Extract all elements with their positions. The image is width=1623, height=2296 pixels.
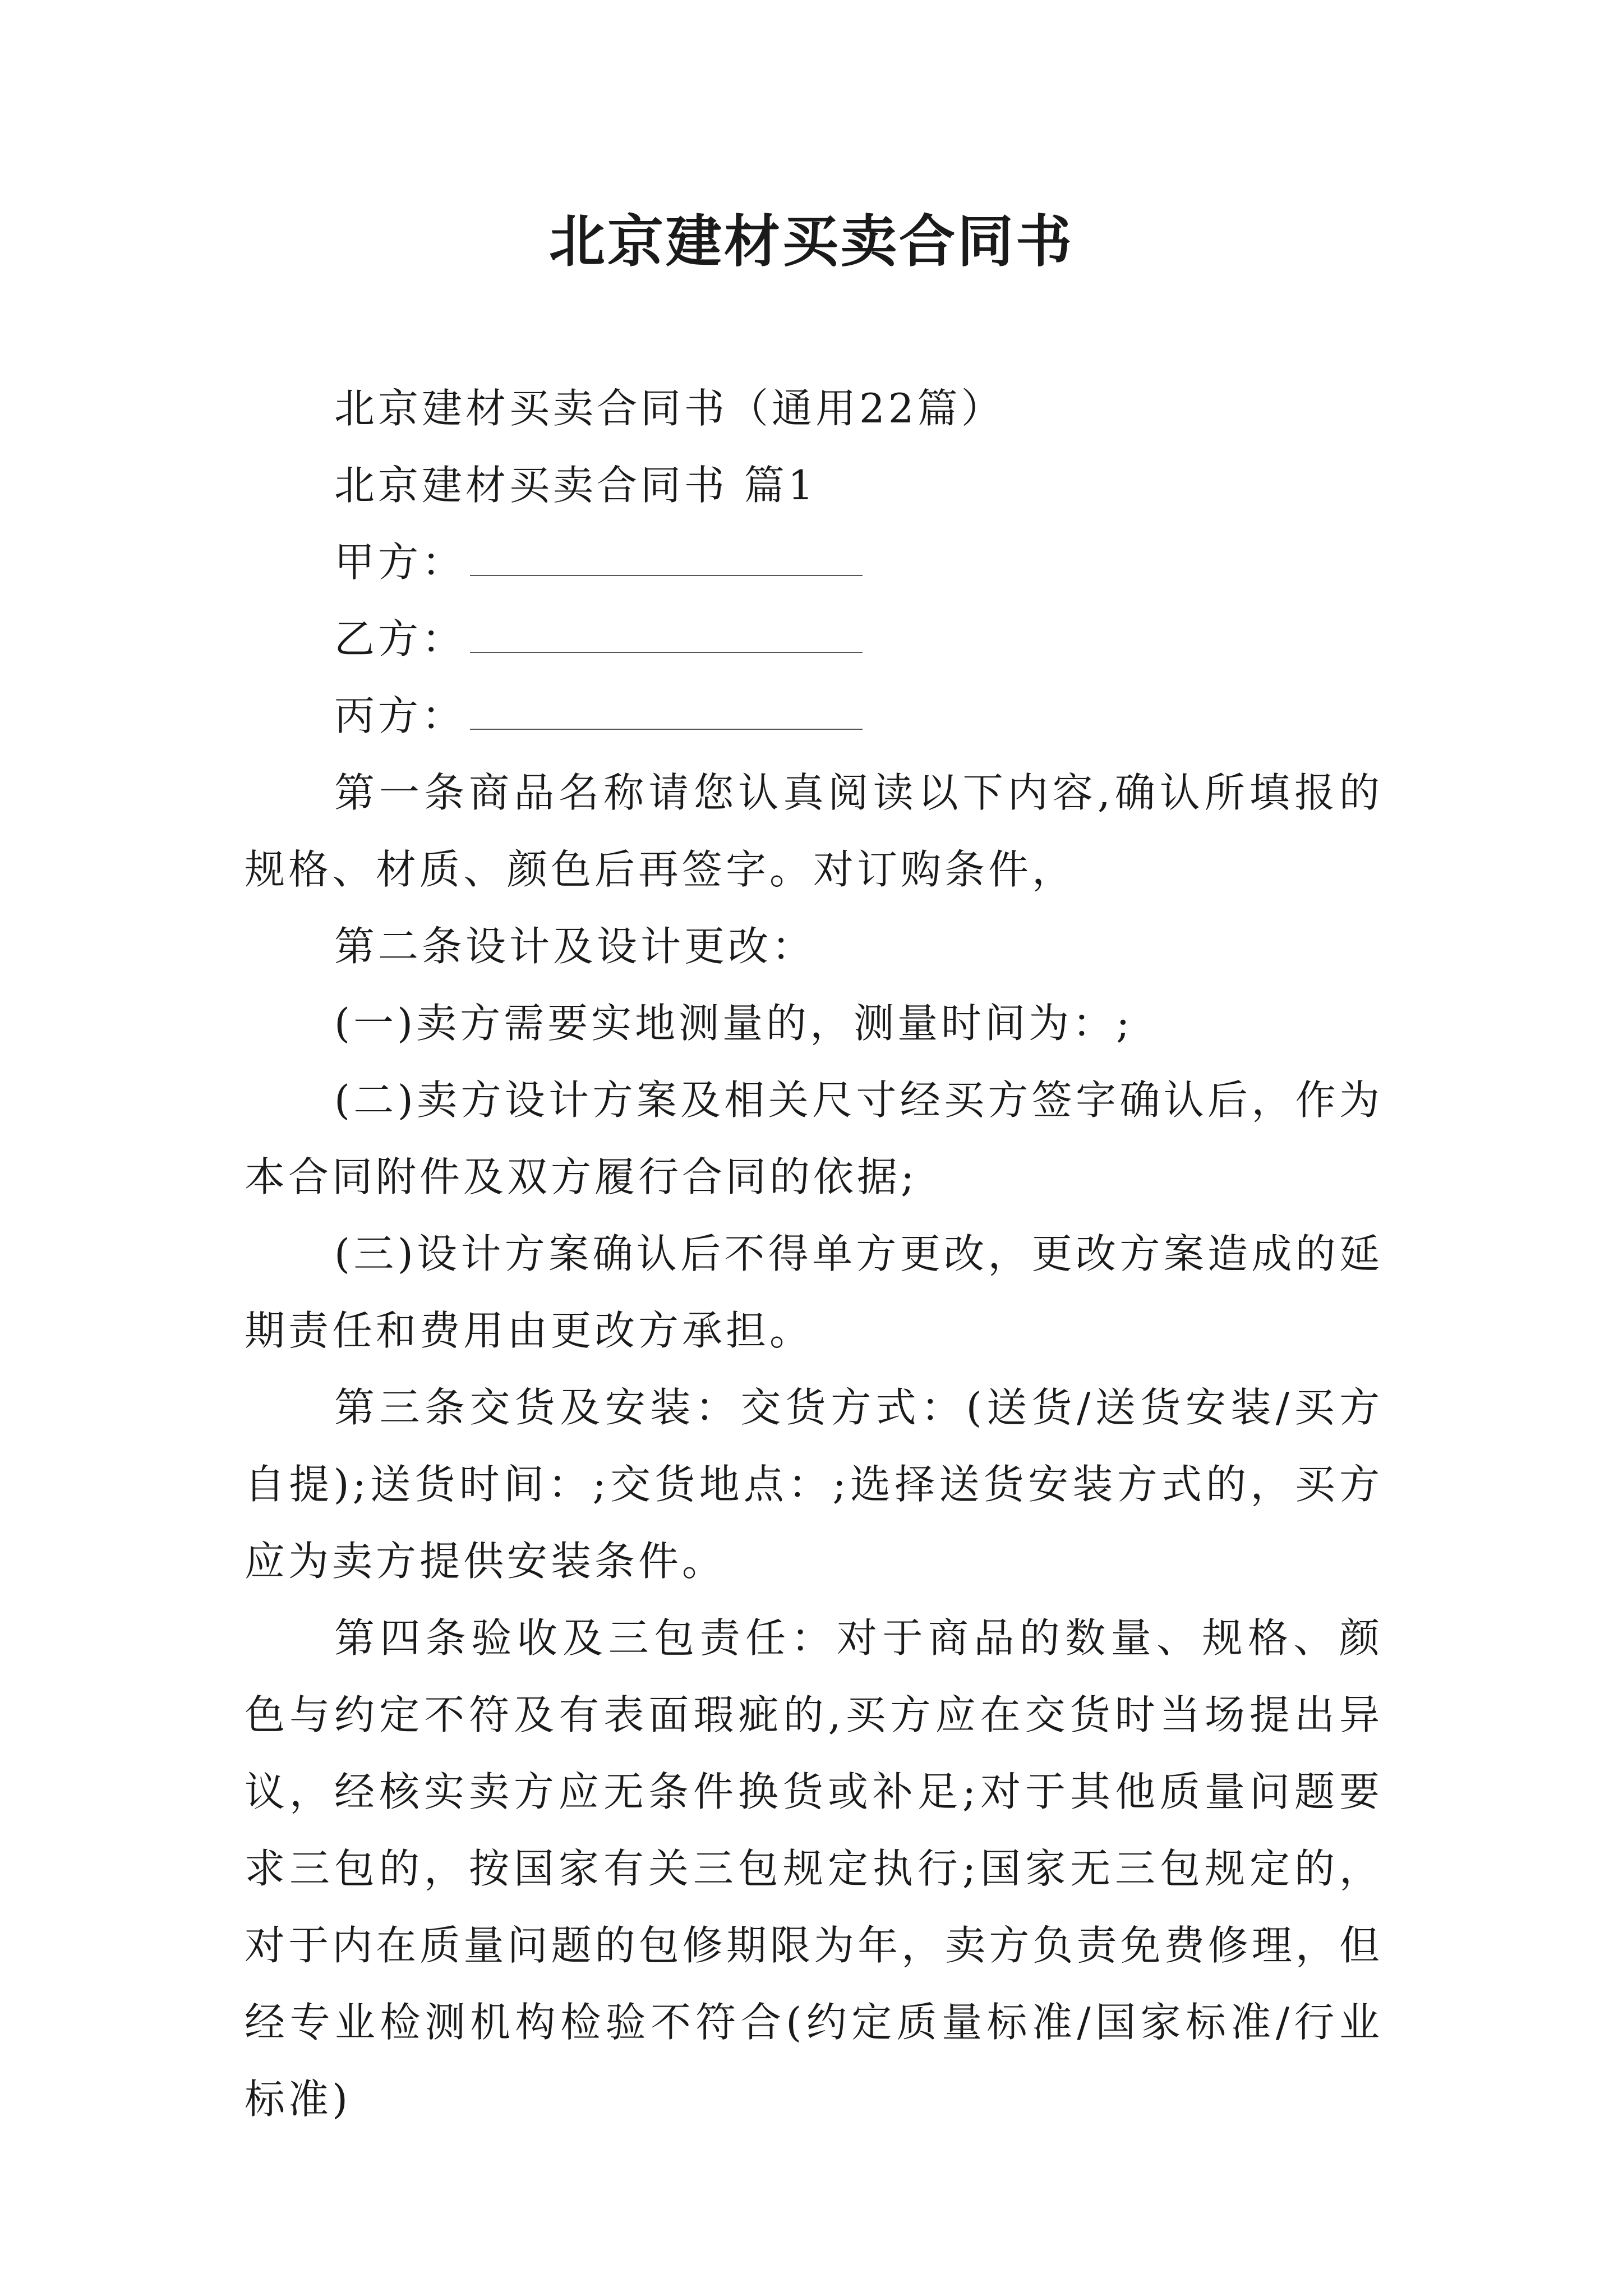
party-a-line xyxy=(245,524,1383,601)
party-c-line xyxy=(245,678,1383,754)
party-b-blank xyxy=(470,618,863,653)
party-c-blank xyxy=(470,695,863,730)
paragraph-article-2: 第二条设计及设计更改： xyxy=(334,923,816,970)
party-a-blank xyxy=(470,541,863,576)
section-heading: 北京建材买卖合同书 篇1 xyxy=(334,462,817,509)
party-c-label: 丙方： xyxy=(334,692,466,739)
paragraph-clause-3: (三)设计方案确认后不得单方更改，更改方案造成的延期责任和费用由更改方承担。 xyxy=(245,1230,1383,1354)
document-subtitle: 北京建材买卖合同书（通用22篇） xyxy=(334,385,1005,432)
paragraph-article-1: 第一条商品名称请您认真阅读以下内容,确认所填报的规格、材质、颜色后再签字。对订购条件， xyxy=(245,769,1383,893)
paragraph-clause-2: (二)卖方设计方案及相关尺寸经买方签字确认后，作为本合同附件及双方履行合同的依据; xyxy=(245,1076,1383,1200)
paragraph-article-4: 第四条验收及三包责任：对于商品的数量、规格、颜色与约定不符及有表面瑕疵的,买方应在交货时当场提出异议，经核实卖方应无条件换货或补足;对于其他质量问题要求三包的，按国家有关三包规定执行;国家无三包规定的，对于内在质量问题的包修期限为年，卖方负责免费修理，但经专业检测机构检验不符合(约定质量标准/国家标准/行业标准) xyxy=(245,1614,1383,2123)
paragraph-article-3: 第三条交货及安装：交货方式：(送货/送货安装/买方自提);送货时间：;交货地点：;选择送货安装方式的，买方应为卖方提供安装条件。 xyxy=(245,1384,1383,1585)
document-body xyxy=(245,370,1383,2138)
party-b-label: 乙方： xyxy=(334,615,466,662)
party-b-line xyxy=(245,601,1383,678)
paragraph-clause-1: (一)卖方需要实地测量的，测量时间为：; xyxy=(334,1000,1133,1047)
document-title: 北京建材买卖合同书 xyxy=(549,208,1074,274)
party-a-label: 甲方： xyxy=(334,539,466,586)
